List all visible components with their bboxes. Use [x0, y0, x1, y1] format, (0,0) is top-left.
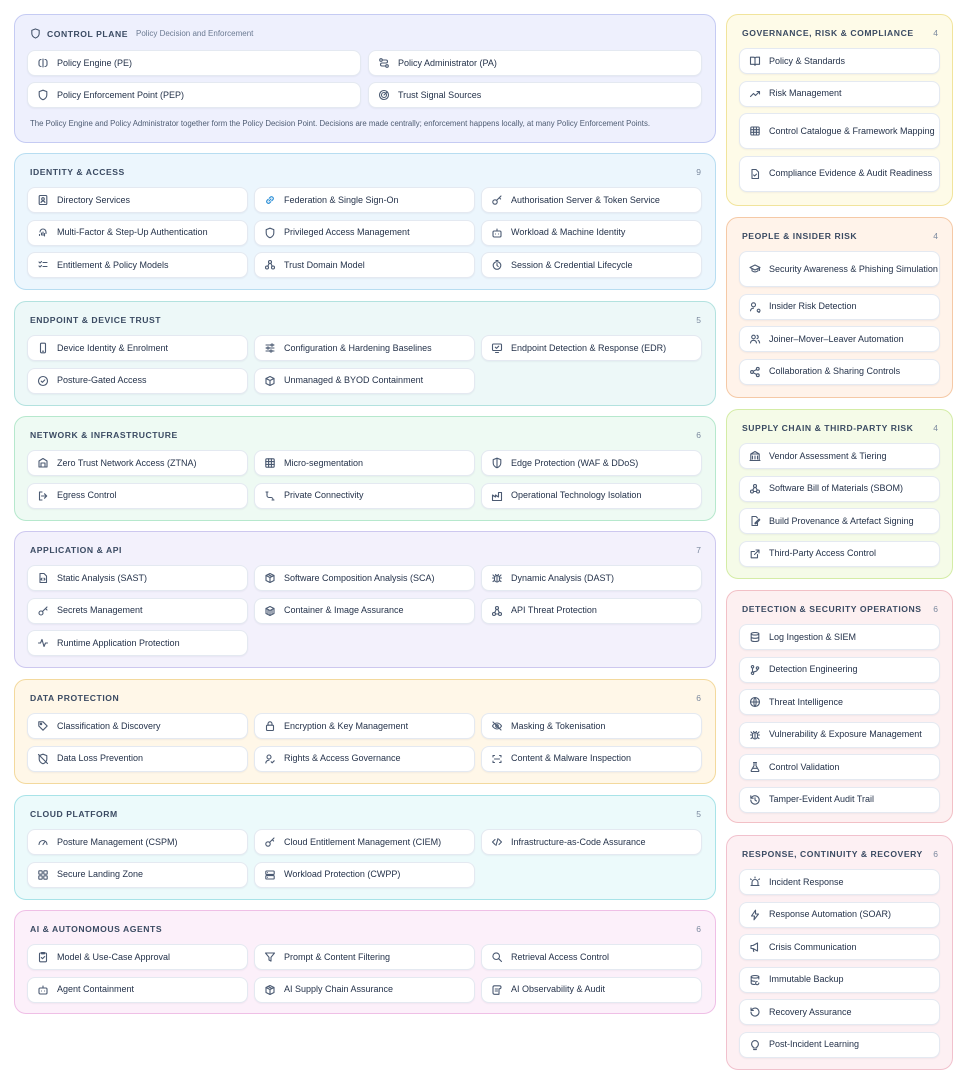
bug-icon [749, 729, 761, 741]
layout-grid-icon [37, 869, 49, 881]
chip-application-2[interactable] [481, 565, 702, 591]
tag-icon [37, 720, 49, 732]
item-count-badge: 5 [696, 315, 701, 325]
shield-icon [264, 227, 276, 239]
rotate-ccw-icon [749, 1006, 761, 1018]
endpoint-panel [14, 301, 716, 406]
chip-network-4[interactable] [254, 483, 475, 509]
list-checks-icon [37, 259, 49, 271]
smartphone-icon [37, 342, 49, 354]
panel-title: AI & AUTONOMOUS AGENTS [30, 924, 163, 934]
chip-label: Edge Protection (WAF & DDoS) [511, 457, 639, 468]
chip-label: Operational Technology Isolation [511, 490, 642, 501]
timer-icon [491, 259, 503, 271]
file-signature-icon [749, 515, 761, 527]
chip-label: Recovery Assurance [769, 1006, 852, 1017]
key-icon [264, 836, 276, 848]
chip-label: Control Catalogue & Framework Mapping [769, 125, 935, 136]
chip-label: Zero Trust Network Access (ZTNA) [57, 457, 197, 468]
detection-header [742, 604, 938, 614]
grc-header [742, 28, 938, 38]
chip-label: Secrets Management [57, 605, 143, 616]
key-round-icon [37, 605, 49, 617]
chip-ai-1[interactable] [254, 944, 475, 970]
chip-label: Policy Enforcement Point (PEP) [57, 89, 185, 100]
chip-supply_chain-0[interactable] [739, 443, 940, 469]
chip-label: Prompt & Content Filtering [284, 951, 391, 962]
cloud-panel [14, 795, 716, 900]
chip-label: Entitlement & Policy Models [57, 259, 169, 270]
user-check-icon [264, 753, 276, 765]
panel-title: IDENTITY & ACCESS [30, 167, 125, 177]
item-count-badge: 6 [933, 604, 938, 614]
item-count-badge: 6 [933, 849, 938, 859]
chip-grc-2[interactable] [739, 113, 940, 149]
chip-label: Posture Management (CSPM) [57, 836, 178, 847]
chip-people-0[interactable] [739, 251, 940, 287]
panel-subtitle: Policy Decision and Enforcement [136, 29, 254, 38]
chip-supply_chain-2[interactable] [739, 508, 940, 534]
chip-detection-2[interactable] [739, 689, 940, 715]
chip-label: Model & Use-Case Approval [57, 951, 171, 962]
network-header [30, 430, 701, 440]
chip-label: AI Observability & Audit [511, 984, 606, 995]
network-panel [14, 416, 716, 521]
megaphone-icon [749, 941, 761, 953]
cloud-header [30, 809, 701, 819]
chip-application-3[interactable] [27, 598, 248, 624]
chip-label: Log Ingestion & SIEM [769, 631, 857, 642]
chip-ai-3[interactable] [27, 977, 248, 1003]
chip-label: Joiner–Mover–Leaver Automation [769, 333, 904, 344]
chip-endpoint-0[interactable] [27, 335, 248, 361]
chip-label: Retrieval Access Control [511, 951, 610, 962]
chip-label: Micro-segmentation [284, 457, 364, 468]
external-link-icon [749, 548, 761, 560]
chip-application-1[interactable] [254, 565, 475, 591]
chip-people-1[interactable] [739, 294, 940, 320]
chip-label: Threat Intelligence [769, 696, 844, 707]
users-icon [749, 333, 761, 345]
chip-label: Session & Credential Lifecycle [511, 259, 633, 270]
chip-label: Workload & Machine Identity [511, 227, 626, 238]
chip-label: Authorisation Server & Token Service [511, 194, 660, 205]
grid-icon [264, 457, 276, 469]
panel-title: CONTROL PLANE [47, 28, 128, 39]
data_protection-panel [14, 679, 716, 784]
chip-label: Tamper-Evident Audit Trail [769, 794, 875, 805]
ai-panel [14, 910, 716, 1014]
chip-supply_chain-1[interactable] [739, 476, 940, 502]
panel-title: DATA PROTECTION [30, 693, 120, 703]
server-icon [264, 869, 276, 881]
shield-icon [30, 28, 41, 39]
chip-label: Federation & Single Sign-On [284, 194, 399, 205]
chip-network-0[interactable] [27, 450, 248, 476]
panel-title: ENDPOINT & DEVICE TRUST [30, 315, 162, 325]
panel-title: RESPONSE, CONTINUITY & RECOVERY [742, 849, 923, 859]
supply_chain-header [742, 423, 938, 433]
panel-title: DETECTION & SECURITY OPERATIONS [742, 604, 922, 614]
search-icon [491, 951, 503, 963]
chip-response-0[interactable] [739, 869, 940, 895]
sliders-icon [264, 342, 276, 354]
user-search-icon [749, 301, 761, 313]
chip-label: Workload Protection (CWPP) [284, 869, 401, 880]
bot-icon [491, 227, 503, 239]
chip-label: Insider Risk Detection [769, 301, 857, 312]
flask-icon [749, 761, 761, 773]
grc-panel [726, 14, 953, 206]
globe-icon [749, 696, 761, 708]
chip-policy-administrator[interactable] [368, 50, 702, 76]
chip-endpoint-3[interactable] [27, 368, 248, 394]
chip-label: Infrastructure-as-Code Assurance [511, 836, 646, 847]
identity-header [30, 167, 701, 177]
chip-endpoint-4[interactable] [254, 368, 475, 394]
chip-label: Control Validation [769, 761, 840, 772]
trending-up-icon [749, 88, 761, 100]
clipboard-check-icon [37, 951, 49, 963]
chip-data_protection-4[interactable] [254, 746, 475, 772]
chip-label: Cloud Entitlement Management (CIEM) [284, 836, 442, 847]
circle-check-icon [37, 375, 49, 387]
route-icon [378, 57, 390, 69]
detection-panel [726, 590, 953, 823]
chip-detection-4[interactable] [739, 754, 940, 780]
chip-data_protection-0[interactable] [27, 713, 248, 739]
item-count-badge: 4 [933, 28, 938, 38]
package-icon [264, 984, 276, 996]
panel-title: NETWORK & INFRASTRUCTURE [30, 430, 178, 440]
bot-icon [37, 984, 49, 996]
panel-title: PEOPLE & INSIDER RISK [742, 231, 858, 241]
control-plane-note: The Policy Engine and Policy Administrator together form the Policy Decision Point. Decisions are made centrally; enforcement happens locally, at many Policy Enforcement Points. [30, 119, 651, 128]
cable-icon [264, 490, 276, 502]
chip-label: Immutable Backup [769, 974, 844, 985]
file-check-icon [749, 168, 761, 180]
file-code-icon [37, 572, 49, 584]
chip-label: Software Bill of Materials (SBOM) [769, 483, 904, 494]
people-panel [726, 217, 953, 398]
table-icon [749, 125, 761, 137]
chip-identity-6[interactable] [27, 252, 248, 278]
shield-off-icon [37, 753, 49, 765]
building-icon [749, 450, 761, 462]
panel-title: CLOUD PLATFORM [30, 809, 118, 819]
siren-icon [749, 876, 761, 888]
chip-label: Incident Response [769, 876, 844, 887]
chip-cloud-2[interactable] [481, 829, 702, 855]
chip-policy-enforcement-point[interactable] [27, 82, 361, 108]
chip-label: Crisis Communication [769, 941, 857, 952]
chip-label: Endpoint Detection & Response (EDR) [511, 342, 667, 353]
key-icon [491, 194, 503, 206]
monitor-check-icon [491, 342, 503, 354]
item-count-badge: 4 [933, 231, 938, 241]
application-header [30, 545, 701, 555]
chip-application-6[interactable] [27, 630, 248, 656]
chip-label: Unmanaged & BYOD Containment [284, 375, 424, 386]
item-count-badge: 6 [696, 430, 701, 440]
control-plane-panel [14, 14, 716, 143]
activity-icon [37, 637, 49, 649]
filter-icon [264, 951, 276, 963]
log-out-icon [37, 490, 49, 502]
lock-icon [264, 720, 276, 732]
chip-endpoint-2[interactable] [481, 335, 702, 361]
item-count-badge: 7 [696, 545, 701, 555]
chip-identity-7[interactable] [254, 252, 475, 278]
chip-cloud-0[interactable] [27, 829, 248, 855]
chip-identity-4[interactable] [254, 220, 475, 246]
package-icon [264, 572, 276, 584]
book-icon [749, 55, 761, 67]
chip-label: Post-Incident Learning [769, 1039, 860, 1050]
ai-header [30, 924, 701, 934]
chip-label: Encryption & Key Management [284, 720, 409, 731]
history-icon [749, 794, 761, 806]
chip-label: Agent Containment [57, 984, 135, 995]
chip-label: Third-Party Access Control [769, 548, 877, 559]
gateway-icon [37, 457, 49, 469]
chip-label: Policy Engine (PE) [57, 57, 133, 68]
scan-icon [491, 753, 503, 765]
share-icon [749, 366, 761, 378]
identity-panel [14, 153, 716, 290]
chip-identity-3[interactable] [27, 220, 248, 246]
code-icon [491, 836, 503, 848]
chip-response-3[interactable] [739, 967, 940, 993]
chip-detection-5[interactable] [739, 787, 940, 813]
item-count-badge: 9 [696, 167, 701, 177]
chip-response-2[interactable] [739, 934, 940, 960]
container-icon [264, 605, 276, 617]
people-header [742, 231, 938, 241]
chip-ai-2[interactable] [481, 944, 702, 970]
chip-label: Policy Administrator (PA) [398, 57, 497, 68]
chip-data_protection-2[interactable] [481, 713, 702, 739]
chip-label: Trust Domain Model [284, 259, 365, 270]
chip-detection-1[interactable] [739, 657, 940, 683]
boxes-icon [749, 483, 761, 495]
chip-policy-engine[interactable] [27, 50, 361, 76]
chip-grc-0[interactable] [739, 48, 940, 74]
item-count-badge: 6 [696, 924, 701, 934]
response-panel [726, 835, 953, 1070]
chip-application-4[interactable] [254, 598, 475, 624]
shield-half-icon [491, 457, 503, 469]
chip-label: Masking & Tokenisation [511, 720, 606, 731]
shield-icon [37, 89, 49, 101]
control-plane-header [30, 28, 701, 39]
chip-identity-0[interactable] [27, 187, 248, 213]
panel-title: APPLICATION & API [30, 545, 122, 555]
chip-label: Container & Image Assurance [284, 605, 404, 616]
graduation-cap-icon [749, 263, 761, 275]
chip-people-3[interactable] [739, 359, 940, 385]
chip-response-1[interactable] [739, 902, 940, 928]
database-icon [749, 631, 761, 643]
chip-application-5[interactable] [481, 598, 702, 624]
chip-label: AI Supply Chain Assurance [284, 984, 394, 995]
chip-data_protection-5[interactable] [481, 746, 702, 772]
chip-identity-2[interactable] [481, 187, 702, 213]
chip-network-1[interactable] [254, 450, 475, 476]
chip-label: API Threat Protection [511, 605, 597, 616]
panel-title: SUPPLY CHAIN & THIRD-PARTY RISK [742, 423, 914, 433]
chip-label: Content & Malware Inspection [511, 753, 632, 764]
chip-label: Security Awareness & Phishing Simulation [769, 263, 938, 274]
chip-endpoint-1[interactable] [254, 335, 475, 361]
scroll-icon [491, 984, 503, 996]
response-header [742, 849, 938, 859]
radar-icon [378, 89, 390, 101]
network-icon [264, 259, 276, 271]
chip-label: Build Provenance & Artefact Signing [769, 515, 914, 526]
chip-label: Dynamic Analysis (DAST) [511, 572, 615, 583]
chip-cloud-1[interactable] [254, 829, 475, 855]
chip-label: Configuration & Hardening Baselines [284, 342, 432, 353]
chip-label: Detection Engineering [769, 664, 858, 675]
endpoint-header [30, 315, 701, 325]
chip-identity-8[interactable] [481, 252, 702, 278]
chip-label: Posture-Gated Access [57, 375, 147, 386]
chip-ai-5[interactable] [481, 977, 702, 1003]
chip-label: Private Connectivity [284, 490, 364, 501]
chip-label: Directory Services [57, 194, 131, 205]
chip-application-0[interactable] [27, 565, 248, 591]
chip-label: Risk Management [769, 88, 842, 99]
supply_chain-panel [726, 409, 953, 579]
chip-response-4[interactable] [739, 999, 940, 1025]
chip-label: Collaboration & Sharing Controls [769, 366, 901, 377]
chip-label: Egress Control [57, 490, 117, 501]
chip-cloud-3[interactable] [27, 862, 248, 888]
chip-grc-3[interactable] [739, 156, 940, 192]
chip-label: Vulnerability & Exposure Management [769, 729, 922, 740]
data_protection-header [30, 693, 701, 703]
chip-label: Rights & Access Governance [284, 753, 401, 764]
item-count-badge: 5 [696, 809, 701, 819]
eye-off-icon [491, 720, 503, 732]
gauge-icon [37, 836, 49, 848]
chip-label: Data Loss Prevention [57, 753, 144, 764]
bug-icon [491, 572, 503, 584]
chip-label: Classification & Discovery [57, 720, 161, 731]
chip-people-2[interactable] [739, 326, 940, 352]
chip-response-5[interactable] [739, 1032, 940, 1058]
chip-label: Response Automation (SOAR) [769, 909, 892, 920]
chip-identity-1[interactable] [254, 187, 475, 213]
webhook-icon [491, 605, 503, 617]
chip-cloud-4[interactable] [254, 862, 475, 888]
chip-detection-3[interactable] [739, 722, 940, 748]
box-icon [264, 375, 276, 387]
chip-label: Secure Landing Zone [57, 869, 144, 880]
chip-label: Multi-Factor & Step-Up Authentication [57, 227, 208, 238]
chip-label: Privileged Access Management [284, 227, 410, 238]
chip-label: Runtime Application Protection [57, 637, 180, 648]
panel-title: GOVERNANCE, RISK & COMPLIANCE [742, 28, 914, 38]
chip-label: Static Analysis (SAST) [57, 572, 148, 583]
chip-network-2[interactable] [481, 450, 702, 476]
chip-label: Vendor Assessment & Tiering [769, 450, 887, 461]
chip-ai-0[interactable] [27, 944, 248, 970]
chip-data_protection-3[interactable] [27, 746, 248, 772]
chip-data_protection-1[interactable] [254, 713, 475, 739]
directory-icon [37, 194, 49, 206]
chip-label: Trust Signal Sources [398, 89, 482, 100]
chip-label: Policy & Standards [769, 55, 846, 66]
chip-ai-4[interactable] [254, 977, 475, 1003]
chip-label: Compliance Evidence & Audit Readiness [769, 168, 933, 179]
chip-supply_chain-3[interactable] [739, 541, 940, 567]
item-count-badge: 6 [696, 693, 701, 703]
application-panel [14, 531, 716, 668]
database-backup-icon [749, 974, 761, 986]
brain-icon [37, 57, 49, 69]
chip-label: Software Composition Analysis (SCA) [284, 572, 435, 583]
fingerprint-icon [37, 227, 49, 239]
chip-detection-0[interactable] [739, 624, 940, 650]
chip-network-5[interactable] [481, 483, 702, 509]
chip-label: Device Identity & Enrolment [57, 342, 169, 353]
git-branch-icon [749, 664, 761, 676]
zap-icon [749, 909, 761, 921]
lightbulb-icon [749, 1039, 761, 1051]
chip-trust-signal-sources[interactable] [368, 82, 702, 108]
item-count-badge: 4 [933, 423, 938, 433]
chip-network-3[interactable] [27, 483, 248, 509]
link-icon [264, 194, 276, 206]
chip-grc-1[interactable] [739, 81, 940, 107]
factory-icon [491, 490, 503, 502]
chip-identity-5[interactable] [481, 220, 702, 246]
